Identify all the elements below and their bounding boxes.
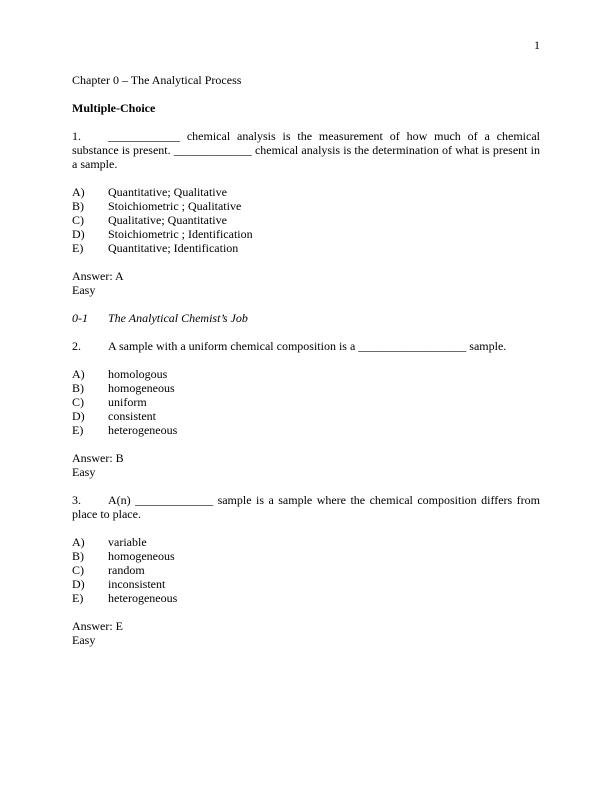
option-text: random (108, 563, 145, 577)
answer-option (72, 381, 540, 395)
answer-line: Answer: B (72, 451, 124, 465)
option-text: consistent (108, 409, 156, 423)
option-letter: E) (72, 423, 84, 437)
question-1 (72, 129, 540, 297)
option-letter: A) (72, 185, 85, 199)
document-body (72, 73, 540, 647)
option-text: uniform (108, 395, 147, 409)
option-text: heterogeneous (108, 423, 178, 437)
option-letter: E) (72, 591, 84, 605)
option-text: Quantitative; Identification (108, 241, 239, 255)
option-letter: D) (72, 409, 85, 423)
answer-line: Answer: A (72, 269, 124, 283)
option-letter: C) (72, 395, 84, 409)
option-text: homogeneous (108, 381, 175, 395)
option-text: Stoichiometric ; Qualitative (108, 199, 242, 213)
answer-option (72, 409, 540, 423)
difficulty-label: Easy (72, 283, 96, 297)
option-letter: B) (72, 549, 84, 563)
option-text: homologous (108, 367, 168, 381)
answer-option (72, 199, 540, 213)
answer-option (72, 591, 540, 605)
option-letter: C) (72, 213, 84, 227)
answer-option (72, 549, 540, 563)
option-letter: E) (72, 241, 84, 255)
answer-option (72, 185, 540, 199)
option-text: inconsistent (108, 577, 166, 591)
answer-option (72, 227, 540, 241)
question-text: ____________ chemical analysis is the measurement of how much of a chemical substance is present. _____________ chemical analysis is the determination of what is present in a sample. (72, 129, 540, 171)
answer-option (72, 213, 540, 227)
answer-option (72, 395, 540, 409)
question-text: A(n) _____________ sample is a sample where the chemical composition differs from place to place. (72, 493, 540, 521)
answer-option (72, 563, 540, 577)
answer-option (72, 367, 540, 381)
answer-option (72, 423, 540, 437)
answer-option (72, 535, 540, 549)
question-text: A sample with a uniform chemical composition is a __________________ sample. (108, 339, 507, 353)
difficulty-label: Easy (72, 465, 96, 479)
option-letter: D) (72, 577, 85, 591)
option-letter: A) (72, 535, 85, 549)
section-title: The Analytical Chemist’s Job (108, 311, 248, 325)
option-text: Stoichiometric ; Identification (108, 227, 253, 241)
option-text: Qualitative; Quantitative (108, 213, 227, 227)
answer-option (72, 241, 540, 255)
chapter-title: Chapter 0 – The Analytical Process (72, 73, 242, 87)
option-text: homogeneous (108, 549, 175, 563)
option-letter: A) (72, 367, 85, 381)
option-text: heterogeneous (108, 591, 178, 605)
option-letter: B) (72, 381, 84, 395)
difficulty-label: Easy (72, 633, 96, 647)
section-number: 0-1 (72, 311, 88, 325)
option-text: variable (108, 535, 147, 549)
option-letter: C) (72, 563, 84, 577)
section-type-heading: Multiple-Choice (72, 101, 156, 115)
page-number: 1 (534, 38, 540, 52)
answer-line: Answer: E (72, 619, 123, 633)
question-2 (72, 339, 540, 479)
question-number: 2. (72, 339, 81, 353)
option-letter: D) (72, 227, 85, 241)
option-text: Quantitative; Qualitative (108, 185, 227, 199)
answer-option (72, 577, 540, 591)
question-number: 3. (72, 493, 81, 507)
section-heading (72, 311, 540, 325)
question-number: 1. (72, 129, 81, 143)
option-letter: B) (72, 199, 84, 213)
question-3 (72, 493, 540, 647)
